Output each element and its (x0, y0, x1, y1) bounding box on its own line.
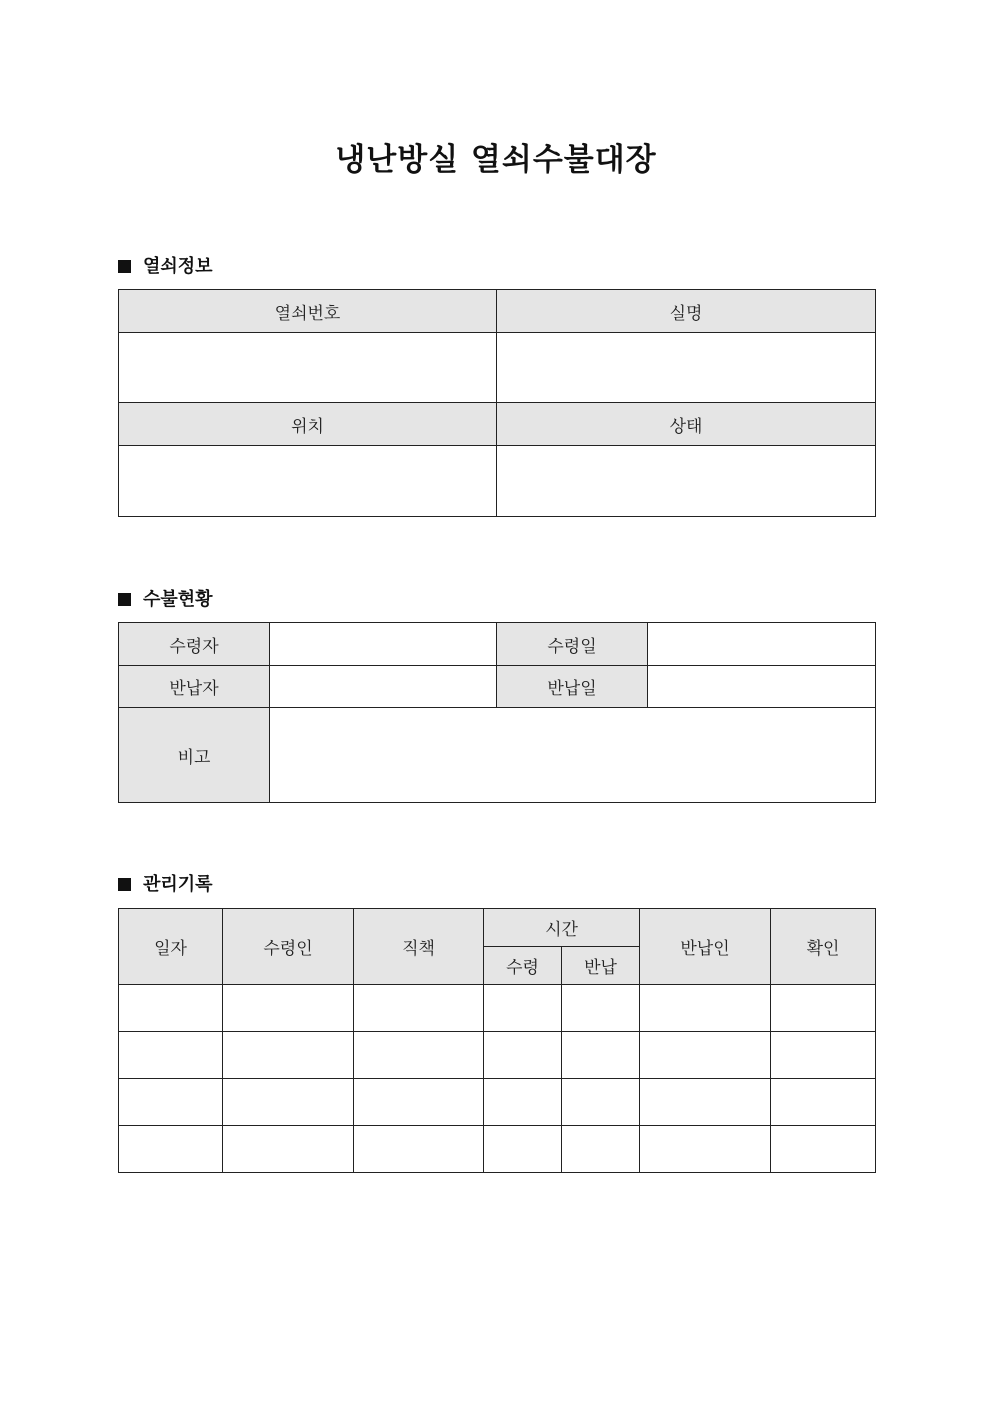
confirm-cell[interactable] (771, 985, 876, 1032)
time-column-header: 시간 (484, 909, 640, 947)
position-cell[interactable] (354, 1032, 484, 1079)
returner-label: 반납자 (119, 666, 270, 708)
receiver-label: 수령자 (119, 623, 270, 666)
time-return-subheader: 반납 (562, 947, 640, 985)
time-receive-cell[interactable] (484, 985, 562, 1032)
location-header: 위치 (119, 403, 497, 446)
receiver-field[interactable] (270, 623, 497, 666)
table-row (119, 1126, 876, 1173)
section-heading-key-info (118, 252, 213, 278)
return-date-field[interactable] (648, 666, 876, 708)
date-column-header: 일자 (119, 909, 223, 985)
time-receive-cell[interactable] (484, 1079, 562, 1126)
management-log-table (118, 908, 876, 1173)
room-name-header: 실명 (497, 290, 876, 333)
date-cell[interactable] (119, 1126, 223, 1173)
receiver-cell[interactable] (223, 1126, 354, 1173)
date-cell[interactable] (119, 1032, 223, 1079)
table-row (119, 1032, 876, 1079)
returner-cell[interactable] (640, 985, 771, 1032)
position-cell[interactable] (354, 1079, 484, 1126)
square-bullet-icon (118, 878, 131, 891)
section-heading-label: 열쇠정보 (143, 256, 213, 277)
time-receive-cell[interactable] (484, 1126, 562, 1173)
section-heading-management-log (118, 870, 213, 896)
table-row (119, 1079, 876, 1126)
square-bullet-icon (118, 260, 131, 273)
key-info-table (118, 289, 876, 517)
location-field[interactable] (119, 446, 497, 517)
receiver-column-header: 수령인 (223, 909, 354, 985)
section-heading-label: 관리기록 (143, 874, 213, 895)
section-heading-transfer-status (118, 585, 213, 611)
square-bullet-icon (118, 593, 131, 606)
confirm-cell[interactable] (771, 1032, 876, 1079)
time-return-cell[interactable] (562, 1032, 640, 1079)
page-title: 냉난방실 열쇠수불대장 (335, 142, 657, 178)
key-number-field[interactable] (119, 333, 497, 403)
return-date-label: 반납일 (497, 666, 648, 708)
status-header: 상태 (497, 403, 876, 446)
confirm-cell[interactable] (771, 1126, 876, 1173)
date-cell[interactable] (119, 1079, 223, 1126)
receive-date-label: 수령일 (497, 623, 648, 666)
receiver-cell[interactable] (223, 1032, 354, 1079)
date-cell[interactable] (119, 985, 223, 1032)
time-receive-subheader: 수령 (484, 947, 562, 985)
time-return-cell[interactable] (562, 985, 640, 1032)
section-heading-label: 수불현황 (143, 589, 213, 610)
returner-cell[interactable] (640, 1126, 771, 1173)
receive-date-field[interactable] (648, 623, 876, 666)
table-row (119, 985, 876, 1032)
time-receive-cell[interactable] (484, 1032, 562, 1079)
receiver-cell[interactable] (223, 1079, 354, 1126)
time-return-cell[interactable] (562, 1079, 640, 1126)
status-field[interactable] (497, 446, 876, 517)
returner-cell[interactable] (640, 1032, 771, 1079)
position-cell[interactable] (354, 985, 484, 1032)
confirm-column-header: 확인 (771, 909, 876, 985)
position-cell[interactable] (354, 1126, 484, 1173)
position-column-header: 직책 (354, 909, 484, 985)
returner-column-header: 반납인 (640, 909, 771, 985)
confirm-cell[interactable] (771, 1079, 876, 1126)
room-name-field[interactable] (497, 333, 876, 403)
returner-cell[interactable] (640, 1079, 771, 1126)
receiver-cell[interactable] (223, 985, 354, 1032)
returner-field[interactable] (270, 666, 497, 708)
remarks-field[interactable] (270, 708, 876, 803)
time-return-cell[interactable] (562, 1126, 640, 1173)
remarks-label: 비고 (119, 708, 270, 803)
transfer-status-table (118, 622, 876, 803)
key-number-header: 열쇠번호 (119, 290, 497, 333)
